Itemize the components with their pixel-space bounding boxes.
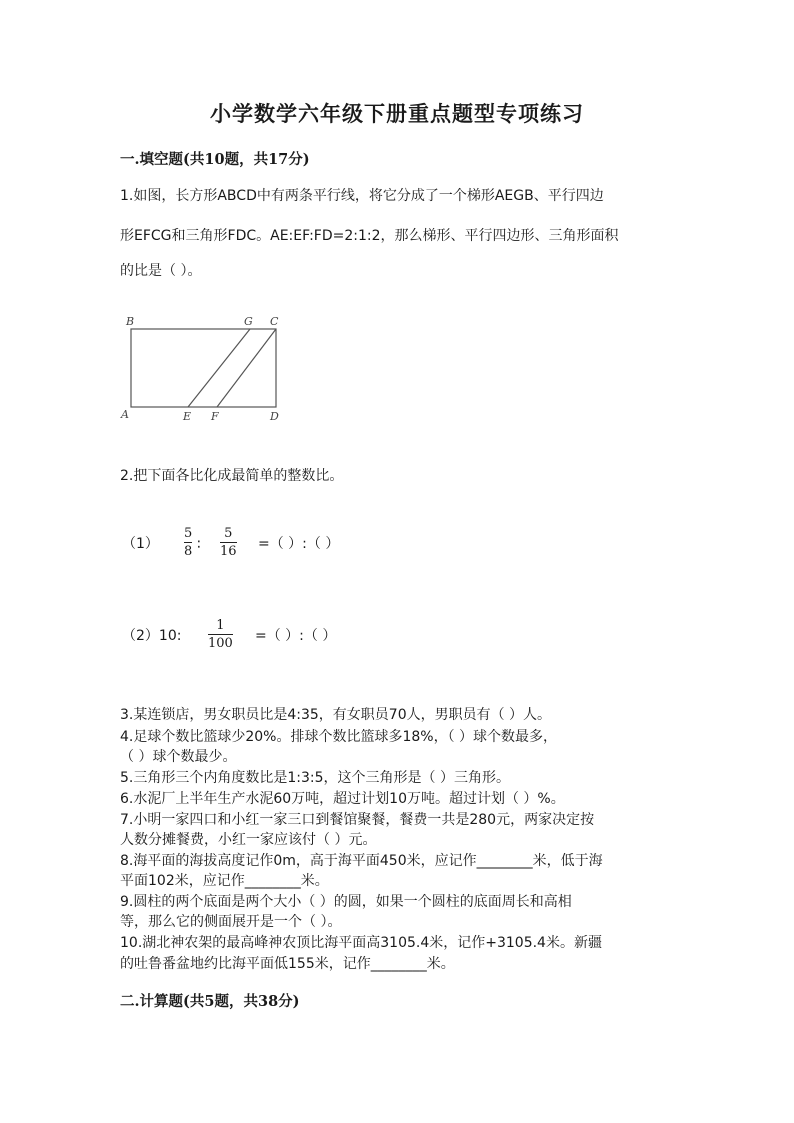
question-2-part-2-label: （2）10: — [122, 628, 182, 644]
question-2-stem: 2.把下面各比化成最简单的整数比。 — [120, 468, 344, 484]
label-e: E — [183, 410, 192, 423]
question-8-line-1: 8.海平面的海拔高度记作0m，高于海平面450米，应记作________米，低于海 — [120, 853, 603, 869]
question-1-line-2: 形EFCG和三角形FDC。AE:EF:FD=2:1:2，那么梯形、平行四边形、三角形面积 — [120, 228, 619, 244]
question-9-line-2: 等，那么它的侧面展开是一个（ ）。 — [120, 914, 342, 930]
question-4-line-2: （ ）球个数最少。 — [120, 749, 237, 765]
label-g: G — [244, 315, 253, 328]
section-heading-calculation: 二.计算题(共5题，共38分) — [120, 993, 300, 1010]
line-eg — [188, 329, 250, 407]
rectangle-figure — [118, 310, 293, 430]
question-2-part-1-answer: =（ ）:（ ） — [258, 536, 340, 552]
fraction-denominator: 8 — [184, 544, 193, 559]
ratio-colon: ∶ — [197, 537, 201, 553]
question-1-line-3: 的比是（ ）。 — [120, 263, 202, 279]
label-f: F — [211, 410, 219, 423]
question-3: 3.某连锁店，男女职员比是4:35，有女职员70人，男职员有（ ）人。 — [120, 707, 552, 723]
label-b: B — [126, 315, 135, 328]
label-c: C — [270, 315, 279, 328]
question-10-line-2: 的吐鲁番盆地约比海平面低155米，记作________米。 — [120, 956, 455, 972]
rectangle-abcd — [131, 329, 276, 407]
question-8-line-2: 平面102米，应记作________米。 — [120, 873, 329, 889]
question-1-line-1: 1.如图，长方形ABCD中有两条平行线，将它分成了一个梯形AEGB、平行四边 — [120, 188, 604, 204]
fraction-5-8 — [184, 526, 192, 559]
label-a: A — [121, 408, 129, 421]
question-9-line-1: 9.圆柱的两个底面是两个大小（ ）的圆，如果一个圆柱的底面周长和高相 — [120, 894, 572, 910]
label-d: D — [270, 410, 279, 423]
question-10-line-1: 10.湖北神农架的最高峰神农顶比海平面高3105.4米，记作+3105.4米。新疆 — [120, 935, 602, 951]
question-7-line-2: 人数分摊餐费，小红一家应该付（ ）元。 — [120, 832, 377, 848]
fraction-denominator: 16 — [220, 544, 237, 559]
section-heading-fill-in: 一.填空题(共10题，共17分) — [120, 151, 310, 168]
question-4-line-1: 4.足球个数比篮球少20%。排球个数比篮球多18%，（ ）球个数最多， — [120, 729, 558, 745]
question-7-line-1: 7.小明一家四口和小红一家三口到餐馆聚餐，餐费一共是280元，两家决定按 — [120, 812, 595, 828]
question-2-part-2-answer: =（ ）:（ ） — [255, 628, 337, 644]
fraction-numerator: 5 — [184, 526, 193, 541]
fraction-numerator: 1 — [216, 618, 225, 633]
fraction-denominator: 100 — [208, 636, 233, 651]
page-title: 小学数学六年级下册重点题型专项练习 — [210, 101, 584, 126]
fraction-numerator: 5 — [224, 526, 233, 541]
question-2-part-1-label: （1） — [122, 536, 159, 552]
fraction-1-100 — [208, 618, 233, 651]
question-5: 5.三角形三个内角度数比是1:3:5，这个三角形是（ ）三角形。 — [120, 770, 510, 786]
question-6: 6.水泥厂上半年生产水泥60万吨，超过计划10万吨。超过计划（ ）%。 — [120, 791, 565, 807]
line-fc — [217, 329, 276, 407]
fraction-5-16 — [220, 526, 237, 559]
